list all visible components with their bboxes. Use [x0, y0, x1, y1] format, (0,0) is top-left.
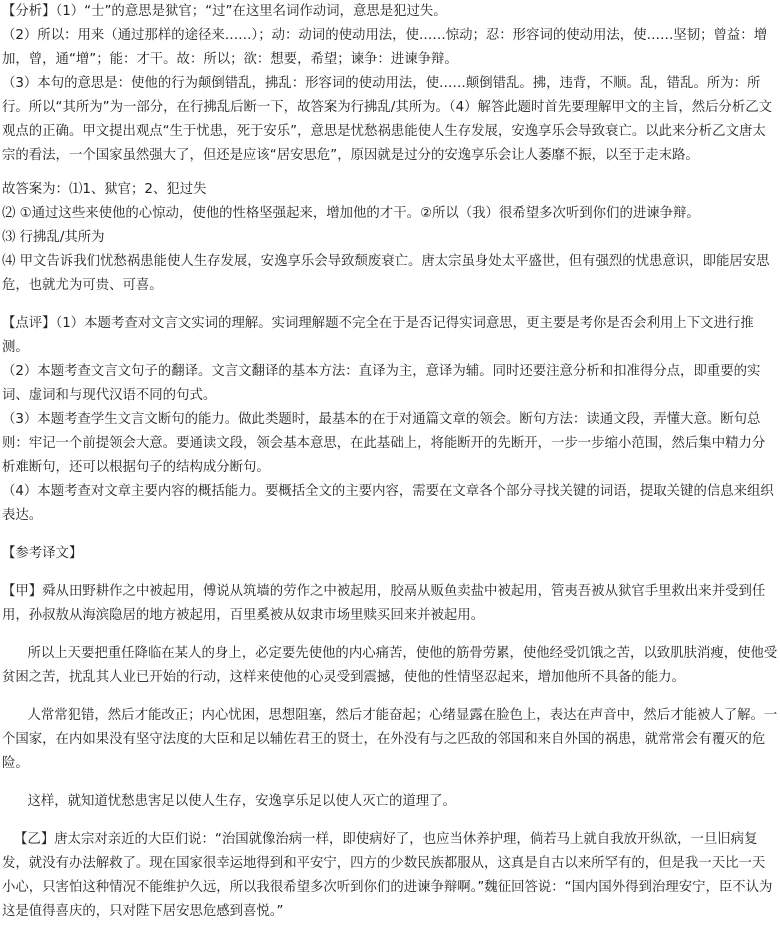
comment-line-2: （2）本题考查文言文句子的翻译。文言文翻译的基本方法：直译为主，意译为辅。同时还要注意分析和扣准得分点，即重要的实词、虚词和与现代汉语不同的句式。	[2, 364, 761, 403]
answer-line-4: ⑷ 甲文告诉我们忧愁祸患能使人生存发展，安逸享乐会导致颓废衰亡。唐太宗虽身处太平盛世，但有强烈的忧患意识，即能居安思危，也就尤为可贵、可喜。	[2, 254, 770, 293]
answer-line-1: 故答案为：⑴1、狱官；2、犯过失	[2, 182, 207, 197]
translation-yi: 【乙】唐太宗对亲近的大臣们说：“治国就像治病一样，即使病好了，也应当休养护理，倘若马上就自我放开纵欲，一旦旧病复发，就没有办法解救了。现在国家很幸运地得到和平安宁，四方的少数民族都服从，这真是自古以来所罕有的，但是我一天比一天小心，只害怕这种情况不能维护久远，所以我很希望多次听到你们的进谏争辩啊。”魏征回答说：“国内国外得到治理安宁，臣不认为这是值得喜庆的，只对陛下居安思危感到喜悦。”	[2, 832, 773, 919]
analysis-line-2: （2）所以：用来（通过那样的途径来……）；动：动词的使动用法，使……惊动；忍：形容词的使动用法，使……坚韧；曾益：增加，曾，通“增”；能：才干。故：所以；欲：想要，希望；谏争：进谏争辩。	[2, 28, 768, 67]
comment-line-1: 【点评】（1）本题考查对文言文实词的理解。实词理解题不完全在于是否记得实词意思，更主要是考你是否会利用上下文进行推测。	[2, 316, 754, 355]
analysis-line-3: （3）本句的意思是：使他的行为颠倒错乱，拂乱：形容词的使动用法，使……颠倒错乱。拂，违背，不顺。乱，错乱。所为：所行。所以“其所为”为一部分，在行拂乱后断一下，故答案为行拂乱/其所为。（4）解答此题时首先要理解甲文的主旨，然后分析乙文观点的正确。甲文提出观点“生于忧患，死于安乐”，意思是忧愁祸患能使人生存发展，安逸享乐会导致衰亡。以此来分析乙文唐太宗的看法，一个国家虽然强大了，但还是应该“居安思危”，原因就是过分的安逸享乐会让人萎靡不振，以至于走末路。	[2, 76, 773, 163]
answer-line-2: ⑵ ①通过这些来使他的心惊动，使他的性格坚强起来，增加他的才干。②所以（我）很希望多次听到你们的进谏争辩。	[2, 206, 700, 221]
comment-line-4: （4）本题考查对文章主要内容的概括能力。要概括全文的主要内容，需要在文章各个部分寻找关键的词语，提取关键的信息来组织表达。	[2, 484, 774, 523]
translation-para-3: 这样，就知道忧愁患害足以使人生存，安逸享乐足以使人灭亡的道理了。	[27, 794, 456, 809]
comment-section	[2, 312, 778, 528]
analysis-section	[2, 0, 778, 168]
answer-section	[2, 178, 778, 298]
answer-line-3: ⑶ 行拂乱/其所为	[2, 230, 105, 245]
translation-para-1: 所以上天要把重任降临在某人的身上，必定要先使他的内心痛苦，使他的筋骨劳累，使他经受饥饿之苦，以致肌肤消瘦，使他受贫困之苦，扰乱其人业已开始的行动，这样来使他的心灵受到震撼，使他的性情坚忍起来，增加他所不具备的能力。	[2, 646, 778, 685]
comment-line-3: （3）本题考查学生文言文断句的能力。做此类题时，最基本的在于对通篇文章的领会。断句方法：读通文段，弄懂大意。断句总则：牢记一个前提领会大意。要通读文段，领会基本意思，在此基础上，将能断开的先断开，一步一步缩小范围，然后集中精力分析难断句，还可以根据句子的结构成分断句。	[2, 412, 766, 475]
translation-section	[2, 542, 778, 924]
translation-jia: 【甲】舜从田野耕作之中被起用，傅说从筑墙的劳作之中被起用，胶鬲从贩鱼卖盐中被起用，管夷吾被从狱官手里救出来并受到任用，孙叔敖从海滨隐居的地方被起用，百里奚被从奴隶市场里赎买回来并被起用。	[2, 584, 766, 623]
translation-para-2: 人常常犯错，然后才能改正；内心忧困，思想阻塞，然后才能奋起；心绪显露在脸色上，表达在声音中，然后才能被人了解。一个国家，在内如果没有坚守法度的大臣和足以辅佐君王的贤士，在外没有与之匹敌的邻国和来自外国的祸患，就常常会有覆灭的危险。	[2, 708, 778, 771]
translation-heading: 【参考译文】	[2, 546, 83, 561]
analysis-line-1: 【分析】（1）“士”的意思是狱官；“过”在这里名词作动词，意思是犯过失。	[2, 4, 447, 19]
